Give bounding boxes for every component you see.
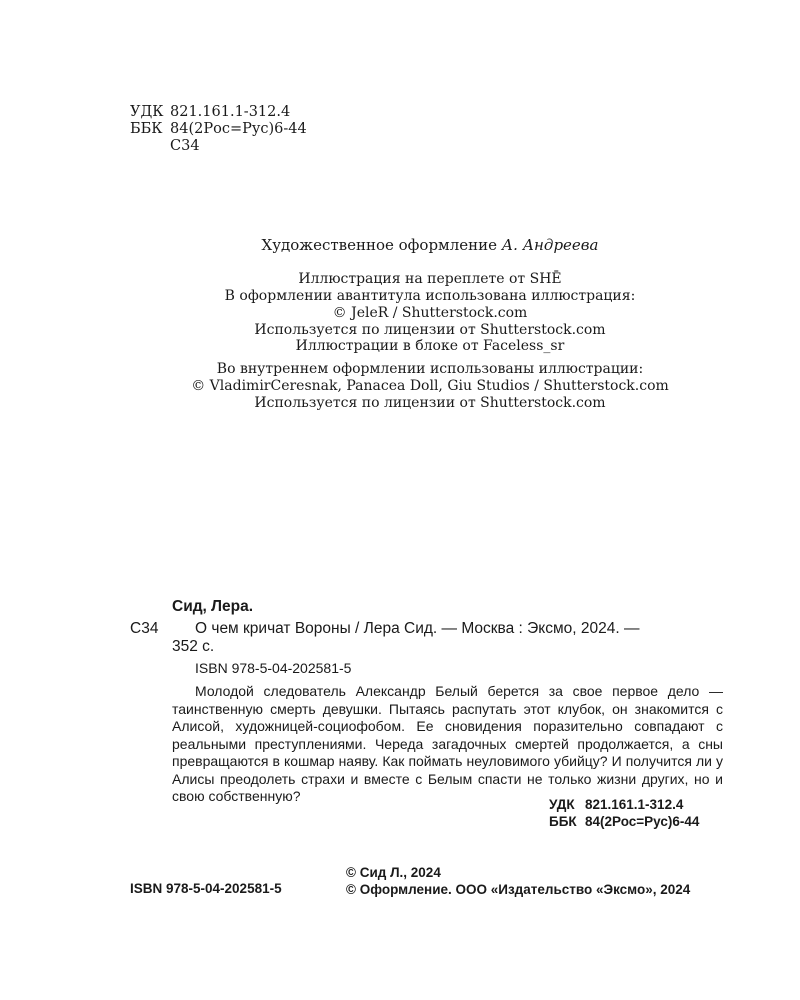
design-credit bbox=[0, 237, 800, 254]
catalog-bbk-code: 84(2Рос=Рус)6-44 bbox=[585, 814, 700, 829]
credit-line: Используется по лицензии от Shutterstock.com bbox=[254, 395, 606, 411]
copyright-design: © Оформление. ООО «Издательство «Эксмо», 2024 bbox=[346, 882, 691, 897]
design-credit-name: А. Андреева bbox=[501, 236, 599, 254]
bbk-label: ББК bbox=[130, 121, 163, 137]
catalog-isbn: ISBN 978-5-04-202581-5 bbox=[195, 660, 352, 676]
bbk-row bbox=[130, 121, 307, 138]
catalog-abstract: Молодой следователь Александр Белый берется за свое первое дело — таинственную смерть девушки. Пытаясь распутать этот клубок, он знакомится с Алисой, художницей-социофобом. Ее сновидения поразительно совпадают с реальными преступлениями. Череда загадочных смертей продолжается, а сны превращаются в кошмар наяву. Как поймать неуловимого убийцу? И получится ли у Алисы преодолеть страхи и вместе с Белым спасти не только жизни других, но и свою собственную? bbox=[172, 683, 723, 804]
credit-line: © JeleR / Shutterstock.com bbox=[332, 305, 528, 321]
bottom-isbn: ISBN 978-5-04-202581-5 bbox=[130, 881, 282, 896]
block-credit: Иллюстрации в блоке от Faceless_sr bbox=[295, 338, 565, 354]
credit-line: © VladimirCeresnak, Panacea Doll, Giu Studios / Shutterstock.com bbox=[191, 378, 669, 394]
classification-codes bbox=[130, 104, 307, 155]
catalog-author: Сид, Лера. bbox=[172, 598, 254, 615]
credit-line: В оформлении авантитула использована иллюстрация: bbox=[224, 288, 636, 304]
bbk-code: 84(2Рос=Рус)6-44 bbox=[170, 121, 307, 137]
udk-label: УДК bbox=[130, 104, 164, 120]
author-mark: С34 bbox=[170, 138, 200, 154]
credit-line: Во внутреннем оформлении использованы иллюстрации: bbox=[216, 361, 644, 377]
catalog-codes bbox=[549, 796, 699, 830]
catalog-udk-code: 821.161.1-312.4 bbox=[585, 797, 684, 812]
catalog-bbk-row bbox=[549, 813, 699, 830]
credit-line: Иллюстрация на переплете от SHĒ bbox=[298, 271, 562, 287]
catalog-title-line: О чем кричат Вороны / Лера Сид. — Москва : Эксмо, 2024. — bbox=[195, 620, 640, 637]
catalog-pages: 352 с. bbox=[172, 638, 215, 655]
copyright-author: © Сид Л., 2024 bbox=[346, 865, 441, 880]
catalog-udk-row bbox=[549, 796, 699, 813]
design-credit-prefix: Художественное оформление bbox=[261, 236, 498, 254]
catalog-code: С34 bbox=[130, 620, 159, 637]
copyright-block bbox=[346, 864, 690, 898]
cover-credits bbox=[0, 271, 800, 339]
catalog-bbk-label: ББК bbox=[549, 814, 577, 829]
udk-code: 821.161.1-312.4 bbox=[170, 104, 291, 120]
inner-credits bbox=[0, 361, 800, 412]
credit-line: Используется по лицензии от Shutterstock.com bbox=[254, 322, 606, 338]
catalog-udk-label: УДК bbox=[549, 797, 575, 812]
udk-row bbox=[130, 104, 307, 121]
